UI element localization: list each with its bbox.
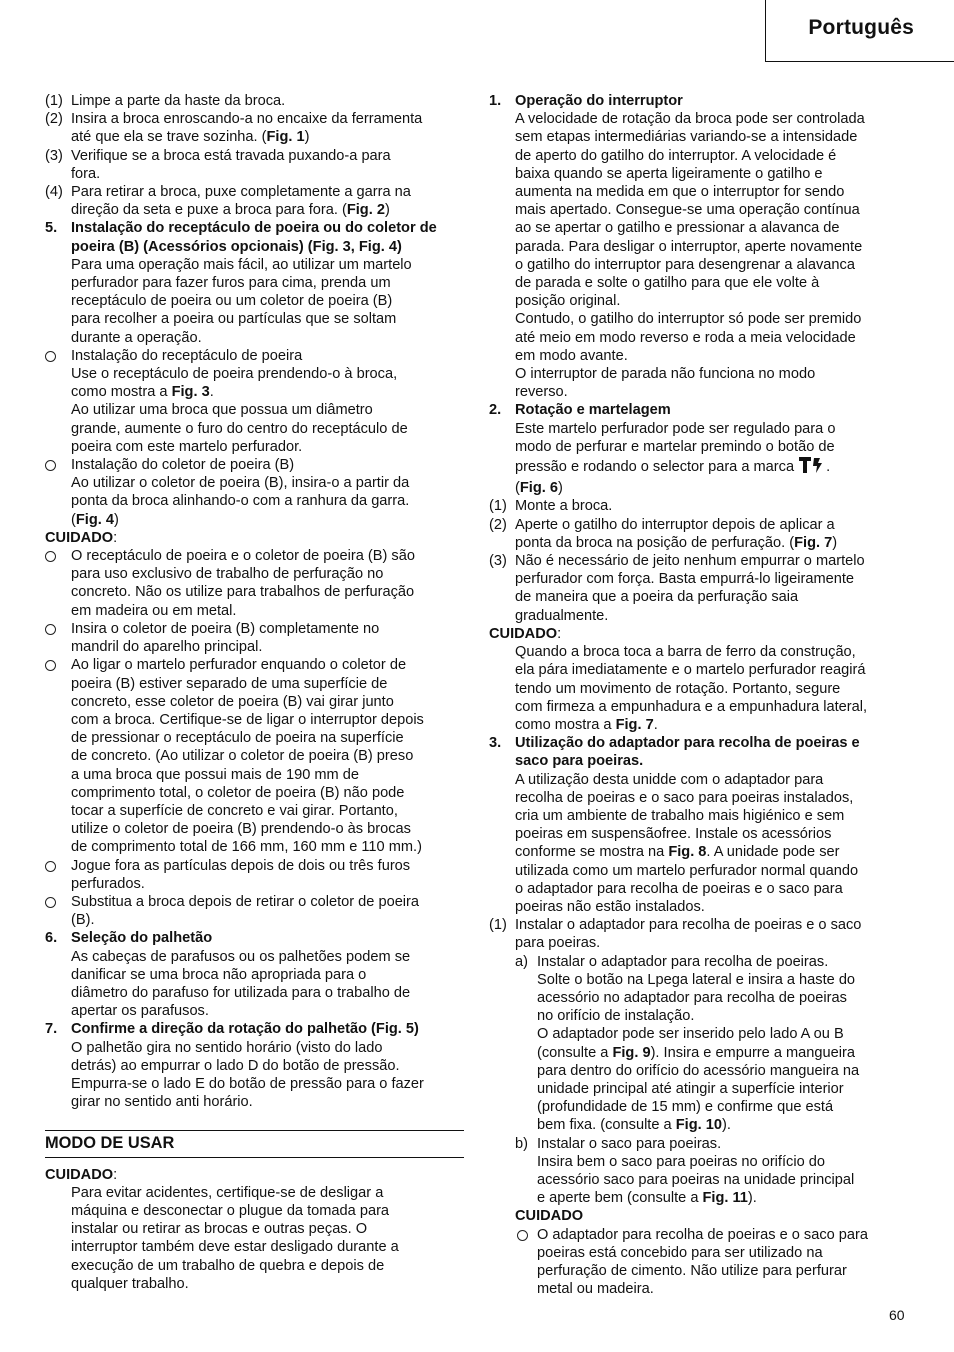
text-line: ). xyxy=(721,1117,731,1134)
text-line: . xyxy=(826,459,831,476)
text-line: execução de um trabalho de quebra e depois de xyxy=(71,1257,385,1274)
heading-text: saco para poeiras. xyxy=(515,753,644,770)
step-2 xyxy=(45,110,464,146)
text-line: baixa quando se aperta ligeiramente o gatilho e xyxy=(515,165,823,182)
step-install xyxy=(489,916,908,952)
text-line: qualquer trabalho. xyxy=(71,1275,189,1292)
text-line: perfurador para fazer furos para cima, prenda um xyxy=(71,275,391,292)
text-line: unidade principal até atingir a superfície interior xyxy=(537,1080,844,1097)
text-line: o adaptador para recolha de poeiras e o saco para xyxy=(515,880,843,897)
figure-ref: Fig. 11 xyxy=(702,1190,748,1207)
step-number: (2) xyxy=(45,111,63,128)
step-3 xyxy=(45,147,464,183)
text-line: Insira o coletor de poeira (B) completamente no xyxy=(71,620,380,637)
caution-label: CUIDADO xyxy=(515,1208,584,1225)
text-line: O palhetão gira no sentido horário (visto do lado xyxy=(71,1039,383,1056)
heading-text: Utilização do adaptador para recolha de poeiras e xyxy=(515,735,860,752)
heading-text: Operação do interruptor xyxy=(515,93,683,109)
text-line: detrás) ao empurrar o lado D do botão de pressão. xyxy=(71,1057,400,1074)
caution-label: CUIDADO xyxy=(45,529,114,546)
paragraph-usage-caution xyxy=(45,1184,464,1293)
caution-heading xyxy=(489,625,908,643)
caution-item xyxy=(45,656,464,856)
text-line: ). Insira e empurre a mangueira xyxy=(650,1044,855,1061)
text-line: perfurador com força. Basta empurrá-lo ligeiramente xyxy=(515,571,855,588)
caution-item xyxy=(45,547,464,620)
text-line: modo de perfurar e martelar premindo o botão de xyxy=(515,438,835,455)
caution-item xyxy=(489,1226,908,1299)
figure-ref: Fig. 7 xyxy=(615,716,654,733)
heading-number: 1. xyxy=(489,93,502,109)
text-line: para poeiras. xyxy=(515,935,601,952)
text-line: para dentro do orifício do acessório mangueira na xyxy=(537,1062,860,1079)
text-line: Empurra-se o lado E do botão de pressão para o fazer xyxy=(71,1075,424,1092)
text-line: recolha de poeiras e o saco para poeiras instalados, xyxy=(515,789,854,806)
text-line: poeiras está concebido para ser utilizado na xyxy=(537,1244,823,1261)
text-line: comprimento total, o coletor de poeira (B) não pode xyxy=(71,784,405,801)
text-line: O interruptor de parada não funciona no modo xyxy=(515,366,816,383)
text-line: e aperte bem (consulte a xyxy=(537,1190,703,1207)
substep-text: Instalar o adaptador para recolha de poeiras. xyxy=(537,953,829,970)
step-1 xyxy=(45,92,464,110)
step-text: ) xyxy=(304,129,310,146)
text-line: tendo um movimento de rotação. Portanto, segure xyxy=(515,680,841,697)
heading-text: Seleção do palhetão xyxy=(71,930,213,947)
text-line: O adaptador para recolha de poeiras e o saco para xyxy=(537,1226,869,1243)
text-line: a uma broca que possui mais de 190 mm de xyxy=(71,766,359,783)
step-2 xyxy=(489,516,908,552)
text-line: acessório no adaptador para recolha de poeiras xyxy=(537,989,847,1006)
text-line: O receptáculo de poeira e o coletor de poeira (B) são xyxy=(71,548,415,565)
text-line: grande, aumente o furo do centro do receptáculo de xyxy=(71,420,408,437)
step-1 xyxy=(489,497,908,515)
figure-ref: Fig. 9 xyxy=(612,1044,651,1061)
step-text: fora. xyxy=(71,165,101,182)
left-column xyxy=(45,92,464,1293)
bullet-text: Instalação do receptáculo de poeira xyxy=(71,347,303,364)
text-line: mandril do aparelho principal. xyxy=(71,639,263,656)
step-text: Monte a broca. xyxy=(515,498,613,515)
text-line: para recolher a poeira ou partículas que se soltam xyxy=(71,311,397,328)
text-line: Insira bem o saco para poeiras no orifício do xyxy=(537,1153,825,1170)
colon: : xyxy=(113,529,118,546)
heading-text: Instalação do receptáculo de poeira ou do coletor de xyxy=(71,220,437,237)
text-line: com firmeza a empunhadura e a empunhadura lateral, xyxy=(515,698,868,715)
paragraph-7 xyxy=(45,1039,464,1112)
text-line: sem etapas intermediárias variando-se a intensidade xyxy=(515,129,858,146)
figure-ref: Fig. 4 xyxy=(75,511,114,528)
paragraph-collector xyxy=(45,474,464,529)
text-line: ( xyxy=(71,511,76,528)
heading-number: 5. xyxy=(45,220,58,237)
text-line: mais apertado. Consegue-se uma operação contínua xyxy=(515,202,860,219)
text-line: de comprimento total de 166 mm, 160 mm e 110 mm.) xyxy=(71,839,422,856)
heading-7 xyxy=(45,1020,464,1038)
section-heading xyxy=(45,1130,464,1157)
text-line: Substitua a broca depois de retirar o coletor de poeira xyxy=(71,893,420,910)
text-line: ela pára imediatamente e o martelo perfurador reagirá xyxy=(515,662,866,679)
paragraph-rebar-caution xyxy=(489,643,908,734)
heading-2 xyxy=(489,401,908,419)
step-number: (2) xyxy=(489,516,507,533)
text-line: ponta da broca alinhando-o com a ranhura da garra. xyxy=(71,493,410,510)
caution-label: CUIDADO xyxy=(489,625,558,642)
heading-3 xyxy=(489,734,908,770)
text-line: poeira com este martelo perfurador. xyxy=(71,438,303,455)
rotation-hammer-mark-icon xyxy=(798,456,826,479)
paragraph-substep-b xyxy=(489,1153,908,1208)
text-line: As cabeças de parafusos ou os palhetões podem se xyxy=(71,948,411,965)
text-line: de concreto. (Ao utilizar o coletor de poeira (B) preso xyxy=(71,748,414,765)
step-3 xyxy=(489,552,908,625)
figure-ref: Fig. 6 xyxy=(519,480,558,497)
text-line: acessório saco para poeiras na unidade principal xyxy=(537,1171,855,1188)
text-line: de parada e solte o gatilho para que ele volte à xyxy=(515,275,820,292)
text-line: o gatilho do interruptor para desengrenar a alavanca xyxy=(515,256,855,273)
text-line: com a broca. Certifique-se de ligar o interruptor depois xyxy=(71,711,424,728)
text-line: ) xyxy=(113,511,119,528)
text-line: gradualmente. xyxy=(515,607,609,624)
text-line: apertar os parafusos. xyxy=(71,1003,209,1020)
text-line: Contudo, o gatilho do interruptor só pode ser premido xyxy=(515,311,862,328)
text-line: Jogue fora as partículas depois de dois ou três furos xyxy=(71,857,411,874)
text-line: Ao ligar o martelo perfurador enquando o coletor de xyxy=(71,657,407,674)
paragraph-6 xyxy=(45,948,464,1021)
text-line: concreto, esse coletor de poeira (B) vai girar junto xyxy=(71,693,394,710)
step-text: até que ela se trave sozinha. ( xyxy=(71,129,267,146)
bullet-circle-icon xyxy=(45,660,56,671)
text-line: Instalar o adaptador para recolha de poeiras e o saco xyxy=(515,917,862,934)
text-line: poeiras em suspensãofree. Instale os acessórios xyxy=(515,826,832,843)
text-line: Ao utilizar uma broca que possua um diâmetro xyxy=(71,402,373,419)
text-line: de aperto do gatilho do interruptor. A velocidade é xyxy=(515,147,837,164)
text-line: aumenta na medida em que o interruptor for sendo xyxy=(515,184,845,201)
text-line: ao se apertar o gatilho e pressionar a alavanca de xyxy=(515,220,840,237)
substep-text: Instalar o saco para poeiras. xyxy=(537,1135,722,1152)
text-line: (consulte a xyxy=(537,1044,613,1061)
heading-number: 6. xyxy=(45,930,58,947)
text-line: perfurados. xyxy=(71,875,145,892)
step-text: ponta da broca na posição de perfuração. ( xyxy=(515,534,795,551)
step-number: (3) xyxy=(45,147,63,164)
paragraph-dust-adapter xyxy=(489,771,908,917)
caution-heading xyxy=(489,1207,908,1225)
figure-ref: Fig. 1 xyxy=(266,129,305,146)
caution-label: CUIDADO xyxy=(45,1166,114,1183)
text-line: metal ou madeira. xyxy=(537,1281,654,1298)
substep-letter: b) xyxy=(515,1135,528,1152)
text-line: cria um ambiente de trabalho mais higiénico e sem xyxy=(515,807,845,824)
text-line: ) xyxy=(557,480,563,497)
text-line: ). xyxy=(747,1190,757,1207)
text-line: bem fixa. (consulte a xyxy=(537,1117,676,1134)
bullet-collector xyxy=(45,456,464,474)
text-line: interruptor também deve estar desligado durante a xyxy=(71,1239,399,1256)
text-line: A utilização desta unidde com o adaptador para xyxy=(515,771,824,788)
text-line: receptáculo de poeira ou um coletor de poeira (B) xyxy=(71,293,393,310)
text-line: concreto. Não os utilize para trabalhos de perfuração xyxy=(71,584,415,601)
heading-number: 7. xyxy=(45,1021,58,1038)
caution-heading xyxy=(45,529,464,547)
colon: : xyxy=(557,625,562,642)
page-number: 60 xyxy=(889,1307,905,1323)
step-text: Limpe a parte da haste da broca. xyxy=(71,93,286,109)
paragraph-receptacle xyxy=(45,365,464,456)
text-line: utilize o coletor de poeira (B) prendendo-o às brocas xyxy=(71,821,411,838)
language-tab xyxy=(765,0,954,62)
step-text: Insira a broca enroscando-a no encaixe da ferramenta xyxy=(71,111,423,128)
text-line: em modo avante. xyxy=(515,347,628,364)
text-line: Ao utilizar o coletor de poeira (B), insira-o a partir da xyxy=(71,475,410,492)
step-text: ) xyxy=(384,202,390,219)
text-line: máquina e desconectar o plugue da tomada para xyxy=(71,1202,390,1219)
text-line: Para uma operação mais fácil, ao utilizar um martelo xyxy=(71,256,412,273)
paragraph-rotation xyxy=(489,420,908,498)
text-line: A velocidade de rotação da broca pode ser controlada xyxy=(515,111,865,128)
bullet-circle-icon xyxy=(45,624,56,635)
step-text: ) xyxy=(832,534,838,551)
bullet-circle-icon xyxy=(517,1230,528,1241)
paragraph-substep-a xyxy=(489,971,908,1135)
text-line: poeiras não estão instalados. xyxy=(515,898,705,915)
bullet-circle-icon xyxy=(45,897,56,908)
text-line: Quando a broca toca a barra de ferro da construção, xyxy=(515,644,856,661)
step-4 xyxy=(45,183,464,219)
step-text: Para retirar a broca, puxe completamente a garra na xyxy=(71,184,411,201)
text-line: de pressionar o receptáculo de poeira na superfície xyxy=(71,730,404,747)
heading-text: Confirme a direção da rotação do palhetão (Fig. 5) xyxy=(71,1021,419,1038)
text-line: poeira (B) estiver separado de uma superfície de xyxy=(71,675,388,692)
text-line: perfuração de cimento. Não utilize para perfurar xyxy=(537,1263,847,1279)
heading-5 xyxy=(45,219,464,255)
text-line: durante a operação. xyxy=(71,329,202,346)
figure-ref: Fig. 8 xyxy=(668,844,707,861)
section-title: MODO DE USAR xyxy=(45,1134,175,1153)
bullet-receptacle xyxy=(45,347,464,365)
step-number: (1) xyxy=(45,93,63,109)
text-line: . A unidade pode ser xyxy=(706,844,840,861)
figure-ref: Fig. 2 xyxy=(346,202,385,219)
text-line: em madeira ou em metal. xyxy=(71,602,237,619)
heading-text: poeira (B) (Acessórios opcionais) (Fig. 3, Fig. 4) xyxy=(71,238,402,255)
bullet-circle-icon xyxy=(45,460,56,471)
text-line: instalar ou retirar as brocas e outras peças. O xyxy=(71,1221,368,1238)
text-line: no orifício de instalação. xyxy=(537,1008,695,1025)
text-line: Para evitar acidentes, certifique-se de desligar a xyxy=(71,1184,384,1201)
step-text: Aperte o gatilho do interruptor depois de aplicar a xyxy=(515,516,835,533)
substep-letter: a) xyxy=(515,953,528,970)
text-line: (profundidade de 15 mm) e confirme que está xyxy=(537,1099,834,1116)
text-line: diâmetro do parafuso for utilizada para o trabalho de xyxy=(71,984,411,1001)
text-line: girar no sentido anti horário. xyxy=(71,1094,253,1111)
text-line: como mostra a xyxy=(71,384,172,401)
heading-text: Rotação e martelagem xyxy=(515,402,671,419)
colon: : xyxy=(113,1166,118,1183)
step-text: direção da seta e puxe a broca para fora. ( xyxy=(71,202,347,219)
caution-item xyxy=(45,893,464,929)
text-line: . xyxy=(653,716,658,733)
text-line: conforme se mostra na xyxy=(515,844,669,861)
text-line: pressão e rodando o selector para a marca xyxy=(515,459,799,476)
text-line: para uso exclusivo de trabalho de perfuração no xyxy=(71,566,384,583)
text-line: . xyxy=(209,384,214,401)
right-column xyxy=(489,92,908,1298)
text-line: Este martelo perfurador pode ser regulado para o xyxy=(515,420,836,437)
heading-number: 2. xyxy=(489,402,502,419)
text-line: parada. Para desligar o interruptor, aperte novamente xyxy=(515,238,863,255)
text-line: posição original. xyxy=(515,293,621,310)
figure-ref: Fig. 7 xyxy=(794,534,833,551)
step-number: (1) xyxy=(489,917,507,934)
bullet-circle-icon xyxy=(45,551,56,562)
heading-6 xyxy=(45,929,464,947)
text-line: ( xyxy=(515,480,520,497)
figure-ref: Fig. 3 xyxy=(171,384,210,401)
text-line: Solte o botão na Lpega lateral e insira a haste do xyxy=(537,971,856,988)
step-text: Verifique se a broca está travada puxando-a para xyxy=(71,147,391,164)
bullet-circle-icon xyxy=(45,351,56,362)
bullet-circle-icon xyxy=(45,861,56,872)
paragraph-5 xyxy=(45,256,464,347)
step-number: (1) xyxy=(489,498,507,515)
heading-1 xyxy=(489,92,908,110)
language-label: Português xyxy=(808,16,914,39)
step-number: (4) xyxy=(45,184,63,201)
substep-a xyxy=(489,953,908,971)
paragraph-switch xyxy=(489,110,908,401)
figure-ref: Fig. 10 xyxy=(675,1117,722,1134)
text-line: até meio em modo reverso e roda a meia velocidade xyxy=(515,329,856,346)
text-line: O adaptador pode ser inserido pelo lado A ou B xyxy=(537,1026,844,1043)
caution-heading xyxy=(45,1166,464,1184)
text-line: tocar a superfície de concreto e vai girar. Portanto, xyxy=(71,802,398,819)
text-line: como mostra a xyxy=(515,716,616,733)
bullet-text: Instalação do coletor de poeira (B) xyxy=(71,457,295,474)
text-line: Não é necessário de jeito nenhum empurrar o martelo xyxy=(515,553,865,570)
caution-item xyxy=(45,857,464,893)
text-line: (B). xyxy=(71,912,95,929)
heading-number: 3. xyxy=(489,735,502,752)
substep-b xyxy=(489,1135,908,1153)
text-line: reverso. xyxy=(515,384,568,401)
text-line: Use o receptáculo de poeira prendendo-o à broca, xyxy=(71,366,398,383)
text-line: utilizada como um martelo perfurador normal quando xyxy=(515,862,859,879)
step-number: (3) xyxy=(489,553,507,570)
caution-item xyxy=(45,620,464,656)
text-line: de maneira que a poeira da perfuração saia xyxy=(515,589,799,606)
text-line: danificar se uma broca não apropriada para o xyxy=(71,966,367,983)
